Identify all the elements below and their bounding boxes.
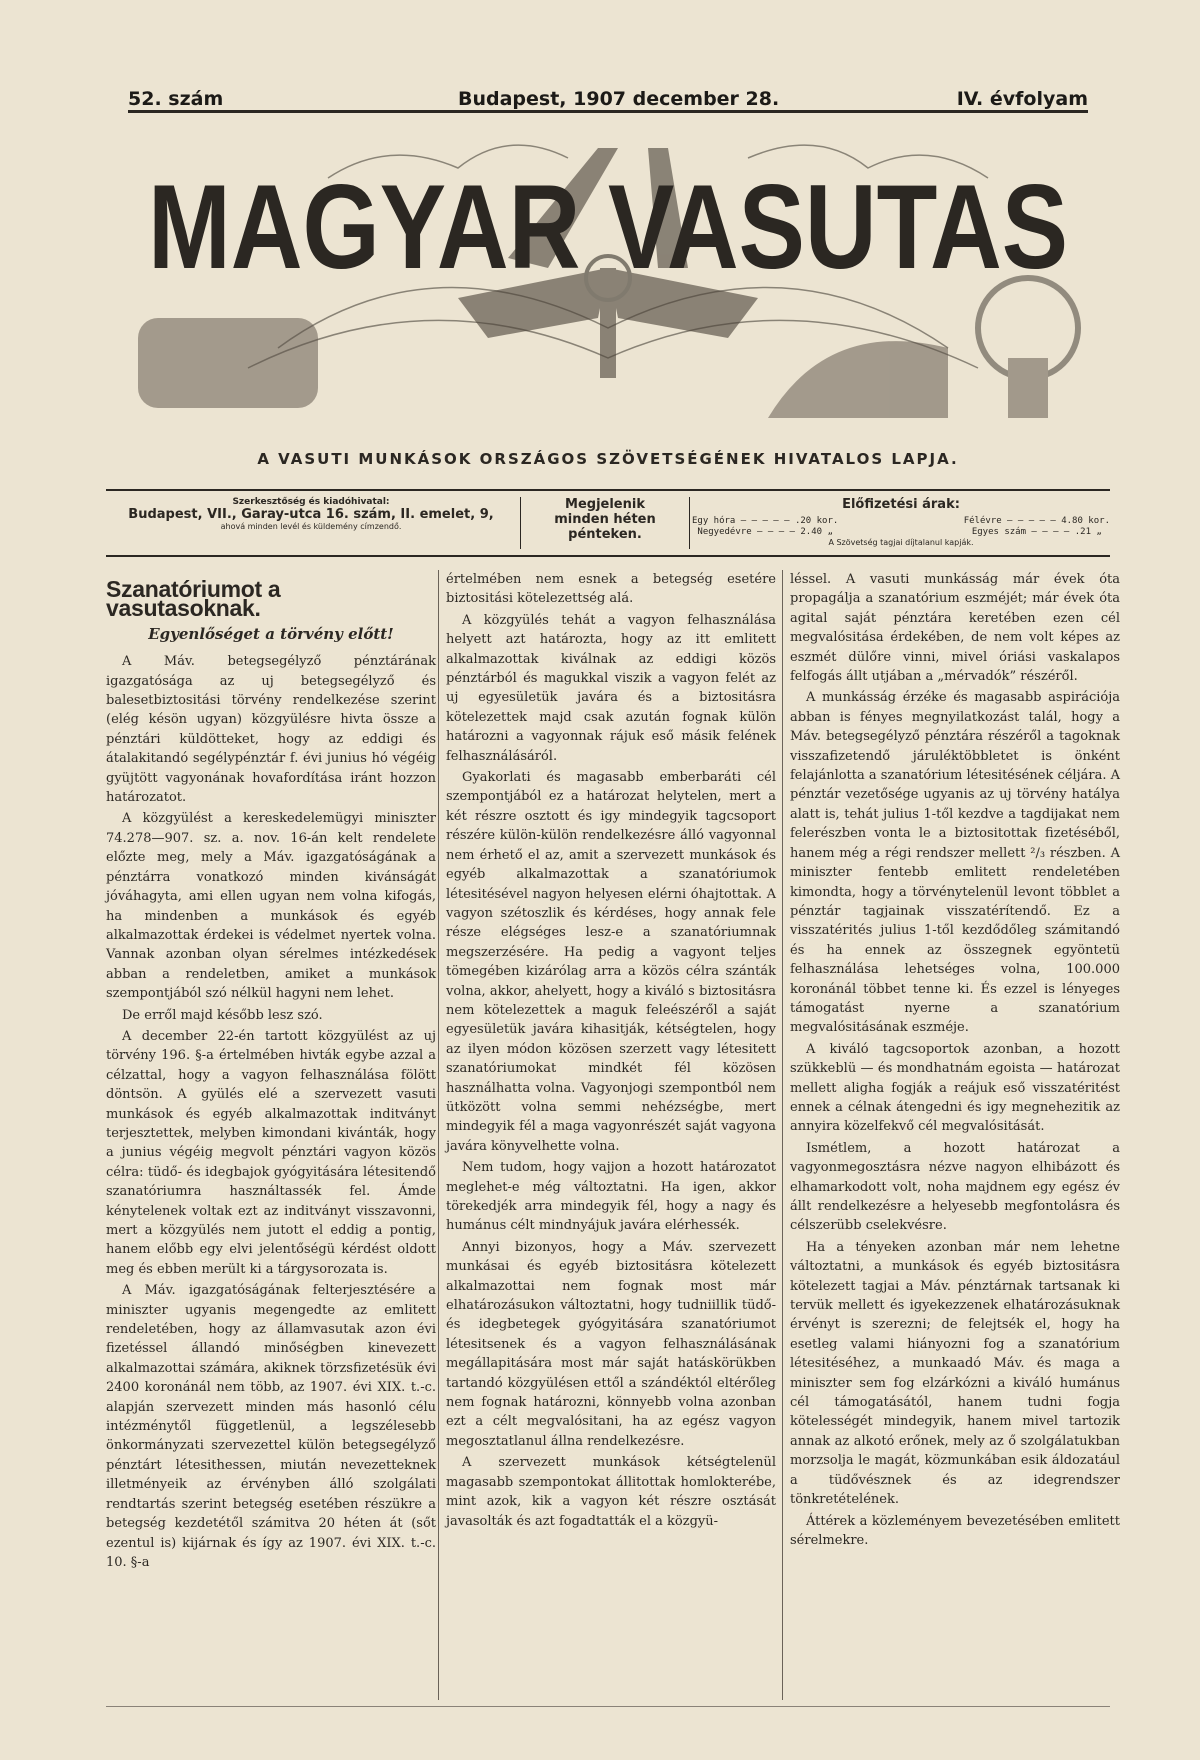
publication-schedule: [520, 497, 690, 549]
paragraph: De erről majd később lesz szó.: [122, 1007, 323, 1023]
prices-title: Előfizetési árak:: [842, 497, 960, 512]
price-single: Egyes szám — — — — .21 „: [971, 527, 1102, 537]
office-label: Szerkesztőség és kiadóhivatal:: [232, 497, 390, 507]
paragraph: értelmében nem esnek a betegség esetére biztositási kötelezettség alá.: [446, 572, 776, 607]
bottom-rule: [106, 1706, 1110, 1707]
paragraph: A Máv. igazgatóságának felterjesztésére a miniszter ugyanis megengedte az emlitett rendeletében, hogy az államvasutak azon évi fizetéssel állandó minőségben kinevezett alkalmazottai számára, akiknek törzsfizetésük évi 2400 koronánál nem több, az 1907. évi XIX. t.-c. alapján szervezett minden más hasonló célu intézménytől függetlenül, a legszélesebb önkormányzati szervezettel külön betegsegélyző pénztárt létesithessen, miután nevezetteknek illetményeik az érvényben álló szolgálati rendtartás szerint betegség esetében részükre a betegség kezdetétől számitva 20 héten át (sőt ezentul is) kijárnak és így az 1907. évi XIX. t.-c. 10. §-a: [106, 1283, 436, 1570]
price-quarter: Negyedévre — — — — 2.40 „: [697, 527, 833, 537]
info-bar: [106, 489, 1110, 557]
paragraph: Gyakorlati és magasabb emberbaráti cél szempontjából ez a határozat helytelen, mert a két részre osztott és igy mindegyik tagcsoport részére külön-külön rendelkezésre álló vagyonnal nem érhető el az, amit a szervezett munkások és egyéb alkalmazottak a szanatóriumok létesitésével nagyon helyesen elérni óhajtottak. A vagyon szétoszlik és kérdéses, hogy annak fele része elégséges lesz-e a szanatóriumnak megszerzésére. Ha pedig a vagyont teljes tömegében kizárólag arra a közös célra szánták volna, akkor, ahelyett, hogy a kiváló s biztositásra nem kötelezettek a maguk feleészéről a saját egyesületük javára kihasitják, kétségtelen, hogy az ilyen módon közösen szerzett vagy létesitett szanatóriumokat mindkét fél közösen használhatta volna. Vagyonjogi szempontból nem ütközött volna semmi nehézségbe, mert mindegyik fél a maga vagyonrészét saját vagyona javára könyvelhette volna.: [446, 770, 776, 1154]
issue-number: 52. szám: [128, 88, 224, 110]
dateline: Budapest, 1907 december 28.: [458, 88, 780, 110]
article-subtitle: Egyenlőséget a törvény előtt!: [148, 624, 394, 643]
office-note: ahová minden levél és küldemény címzendő.: [220, 522, 402, 531]
paragraph: A közgyülést a kereskedelemügyi miniszter 74.278—907. sz. a. nov. 16-án kelt rendelete előzte meg, mely a Máv. igazgatóságának a pénztárra vonatkozó minden kivánságát jóváhagyta, ami ellen ugyan nem volna kifogás, ha mindenben a munkások és egyéb alkalmazottak érdekei is védelmet nyertek volna. Vannak azonban olyan sérelmes intézkedések abban a rendeletben, amiket a munkások szempontjából szó nélkül hagyni nem lehet.: [106, 811, 436, 1002]
publication-line-1: Megjelenik: [565, 497, 645, 512]
editorial-office: [106, 497, 516, 531]
paragraph: Nem tudom, hogy vajjon a hozott határozatot meglehet-e még változtatni. Ha igen, akkor törekedjék arra mindegyik fél, hogy a nagy és humánus célt mindnyájuk javára elérhessék.: [446, 1160, 776, 1234]
publication-line-3: pénteken.: [568, 527, 642, 542]
masthead-illustration: [128, 118, 1088, 438]
price-month: Egy hóra — — — — — .20 kor.: [692, 516, 839, 526]
paragraph: A szervezett munkások kétségtelenül magasabb szempontokat állitottak homlokterébe, mint azok, kik a vagyon két részre osztását javasolták és azt fogadtatták el a közgyü-: [446, 1455, 776, 1529]
article-column-2: [446, 570, 776, 1700]
paragraph: A Máv. betegsegélyző pénztárának igazgatósága az uj betegsegélyző és balesetbiztositási törvény rendelkezése szerint (elég késön ugyan) közgyülésre hivta össze a pénztári küldötteket, hogy az eddigi és átalakitandó segélypénztár f. évi junius hó végéig gyüjtött vagyonának hovafordítása iránt hozzon határozatot.: [106, 654, 436, 806]
top-line: [128, 88, 1088, 113]
column-rule: [438, 570, 439, 1700]
masthead: [128, 118, 1088, 438]
paragraph: A munkásság érzéke és magasabb aspirációja abban is fényes megnyilatkozást talál, hogy a Máv. betegsegélyző pénztára részéről a tagoknak visszafizetendő járuléktöbbletet is önként felajánlotta a szanatórium létesitésének céljára. A pénztár vezetősége ugyanis az uj törvény hatálya alatt is, tehát julius 1-től kezdve a tagdijakat nem felerészben vonta le a biztositottak fizetéséből, hanem még a régi rendszer mellett ²/₃ részben. A miniszter fentebb emlitett rendeletében kimondta, hogy a törvénytelenül levont többlet a pénztár tagjainak visszatérítendő. Ez a visszatérités julius 1-től kezdődőleg számitandó és ha ennek az összegnek egyöntetü felhasználása lehetséges volna, 100.000 koronánál többet tenne ki. És ezzel is lényeges támogatást nyerne a szanatórium megvalósitásának eszméje.: [790, 690, 1120, 1036]
masthead-subtitle: A VASUTI MUNKÁSOK ORSZÁGOS SZÖVETSÉGÉNEK HIVATALOS LAPJA.: [257, 450, 959, 468]
paragraph: Annyi bizonyos, hogy a Máv. szervezett munkásai és egyéb biztositásra kötelezett alkalmazottai nem fognak most már elhatározásukon változtatni, hogy tudniillik tüdő- és idegbetegek gyógyitására szanatóriumot létesitsenek és a vagyon felhasználásának megállapitására most már saját hatáskörükben tartandó közgyülésen ettől a szándéktól eltérőleg nem fognak határozni, könnyebb volna azonban ezt a célt megvalósitani, ha az egész vagyon megosztatlanul állna rendelkezésre.: [446, 1239, 776, 1449]
article-column-3: [790, 570, 1120, 1700]
paragraph: léssel. A vasuti munkásság már évek óta propagálja a szanatórium eszméjét; már évek óta agital saját pénztára keretében ezen cél megvalósitása érdekében, de nem volt képes az eszmét dülőre vinni, mivel óriási vaskalapos felfogás állt utjában a „mérvadók” részéről.: [790, 572, 1120, 685]
publication-line-2: minden héten: [554, 512, 656, 527]
paragraph: A december 22-én tartott közgyülést az uj törvény 196. §-a értelmében hivták egybe azzal a célzattal, hogy a vagyon felhasználása fölött döntsön. A gyülés elé a szervezett vasuti munkások és egyéb alkalmazottak inditványt terjesztettek, melyben kimondani kivánták, hogy a junius végéig megvolt pénztári vagyon közös célra: tüdő- és idegbajok gyógyitására létesitendő szanatóriumra használtassék fel. Ámde kénytelenek voltak ezt az inditványt visszavonni, mert a közgyülés nem jutott el eddig a pontig, hanem előbb egy elvi jelentőségü kérdést oldott meg és ebben merült ki a tárgysorozata is.: [106, 1028, 436, 1277]
paragraph: Áttérek a közleményem bevezetésében emlitett sérelmekre.: [790, 1513, 1120, 1548]
paragraph: Ismétlem, a hozott határozat a vagyonmegosztásra nézve nagyon elhibázott és elhamarkodott volt, noha majdnem egy egész év állt rendelkezésre a helyesebb megfontolásra és célszerübb cselekvésre.: [790, 1140, 1120, 1234]
paragraph: Ha a tényeken azonban már nem lehetne változtatni, a munkások és egyéb biztositásra kötelezett tagjai a Máv. pénztárnak tartsanak ki tervük mellett és igyekezzenek elhatározásuknak érvényt is szerezni; de felejtsék el, hogy ha esetleg valami hiányozni fog a szanatórium létesitéséhez, a munkaadó Máv. és maga a miniszter sem fog elzárkózni a kiváló humánus cél támogatásától, hanem tudni fogja kötelességét mindegyik, hanem mivel tartozik annak az alkotó erőnek, mely az ő szolgálatukban morzsolja le magát, közmunkában esik áldozatául a tüdővésznek és az idegrendszer tönkretételének.: [790, 1239, 1120, 1508]
paragraph: A kiváló tagcsoportok azonban, a hozott szükkeblü — és mondhatnám egoista — határozat mellett aligha fogják a reájuk eső visszatéritést ennek a célnak átengedni és igy megnehezitik az annyira közelfekvő cél megvalósitását.: [790, 1041, 1120, 1135]
prices-note: A Szövetség tagjai díjtalanul kapják.: [828, 538, 974, 547]
paragraph: A közgyülés tehát a vagyon felhasználása helyett azt határozta, hogy az itt emlitett alkalmazottak kiválnak az eddigi közös pénztárból és magukkal viszik a vagyon felét az uj egyesületük javára és a biztositásra kötelezettek majd csak azután fognak külön határozni a vagyonnak rájuk eső másik felének felhasználásáról.: [446, 612, 776, 764]
office-address: Budapest, VII., Garay-utca 16. szám, II. emelet, 9,: [128, 507, 494, 522]
volume: IV. évfolyam: [956, 88, 1088, 110]
subscription-prices: [692, 497, 1110, 547]
article-title: Szanatóriumot a vasutasoknak.: [106, 576, 281, 622]
article-column-1: [106, 570, 436, 1700]
column-rule: [782, 570, 783, 1700]
masthead-title: MAGYAR VASUTAS: [148, 160, 1068, 294]
price-half: Félévre — — — — — 4.80 kor.: [963, 516, 1110, 526]
